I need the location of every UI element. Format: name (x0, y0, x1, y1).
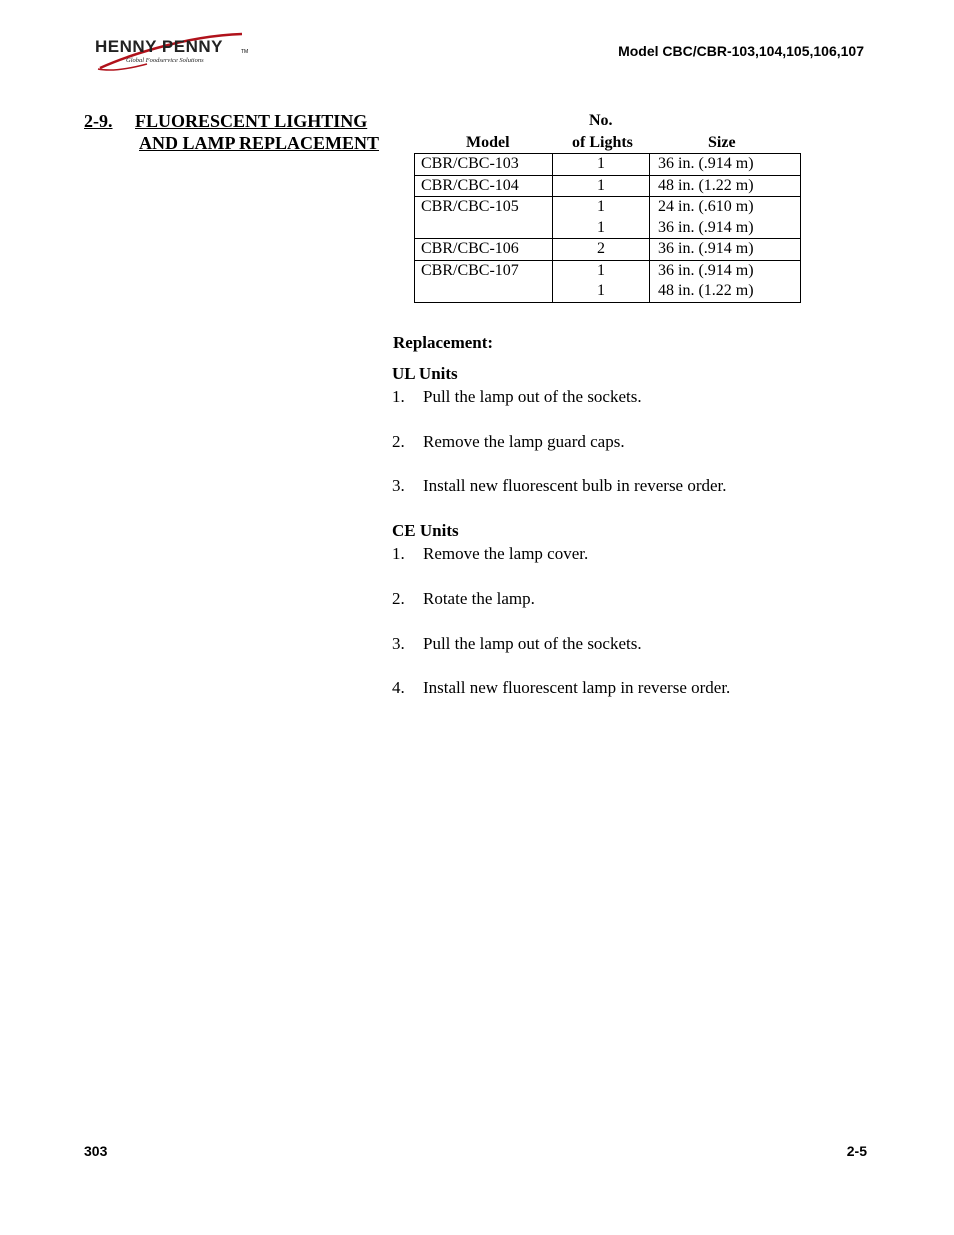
logo-tagline: Global Foodservice Solutions (126, 57, 204, 64)
step-number: 1. (392, 387, 405, 406)
cell-model: CBR/CBC-103 (415, 154, 553, 176)
section-number: 2-9. (84, 111, 113, 131)
cell-model: CBR/CBC-104 (415, 175, 553, 197)
logo-trademark: TM (241, 49, 249, 55)
cell-lights: 1 (597, 198, 605, 215)
ul-units-heading: UL Units (392, 364, 458, 383)
table-heading-size: Size (708, 134, 736, 151)
section-title-line2: AND LAMP REPLACEMENT (139, 133, 380, 153)
replacement-heading: Replacement: (393, 333, 494, 352)
step-text: Remove the lamp guard caps. (423, 432, 625, 451)
cell-lights: 1 (597, 155, 605, 172)
header-model: Model CBC/CBR-103,104,105,106,107 (618, 43, 864, 59)
cell-size: 36 in. (.914 m) (658, 240, 754, 257)
step-text: Pull the lamp out of the sockets. (423, 634, 642, 653)
step-text: Install new fluorescent bulb in reverse order. (423, 476, 727, 495)
cell-lights: 1 (597, 176, 605, 194)
step-text: Rotate the lamp. (423, 589, 535, 608)
step-number: 1. (392, 544, 405, 563)
footer-page-number: 2-5 (846, 1143, 867, 1159)
lamp-table (414, 153, 801, 303)
table-row (415, 260, 801, 302)
cell-lights: 1 (597, 282, 605, 299)
cell-size: 24 in. (.610 m) (658, 198, 754, 215)
table-row (415, 175, 801, 197)
step-number: 2. (392, 432, 405, 451)
cell-lights: 1 (597, 261, 605, 279)
table-row (415, 239, 801, 261)
step-number: 2. (392, 589, 405, 608)
cell-model: CBR/CBC-107 (415, 260, 553, 302)
cell-lights: 1 (597, 218, 605, 236)
logo-text: HENNY PENNY (95, 37, 223, 56)
step-text: Pull the lamp out of the sockets. (423, 387, 642, 406)
cell-model: CBR/CBC-106 (415, 239, 553, 261)
ce-units-heading: CE Units (392, 521, 459, 540)
footer-left: 303 (84, 1143, 108, 1159)
step-number: 4. (392, 678, 405, 697)
table-heading-no: No. (589, 112, 613, 129)
cell-size: 36 in. (.914 m) (658, 218, 754, 236)
cell-size: 48 in. (1.22 m) (658, 282, 754, 299)
table-row (415, 197, 801, 239)
step-text: Remove the lamp cover. (423, 544, 589, 563)
cell-model: CBR/CBC-105 (415, 197, 553, 239)
step-number: 3. (392, 634, 405, 653)
cell-size: 36 in. (.914 m) (658, 261, 754, 279)
cell-size: 36 in. (.914 m) (658, 155, 754, 172)
step-text: Install new fluorescent lamp in reverse order. (423, 678, 731, 697)
cell-size: 48 in. (1.22 m) (658, 176, 754, 194)
table-heading-lights: of Lights (572, 134, 633, 151)
section-title-line1: FLUORESCENT LIGHTING (135, 111, 368, 131)
table-heading-model: Model (466, 134, 510, 151)
step-number: 3. (392, 476, 405, 495)
cell-lights: 2 (597, 240, 605, 257)
table-row (415, 154, 801, 176)
